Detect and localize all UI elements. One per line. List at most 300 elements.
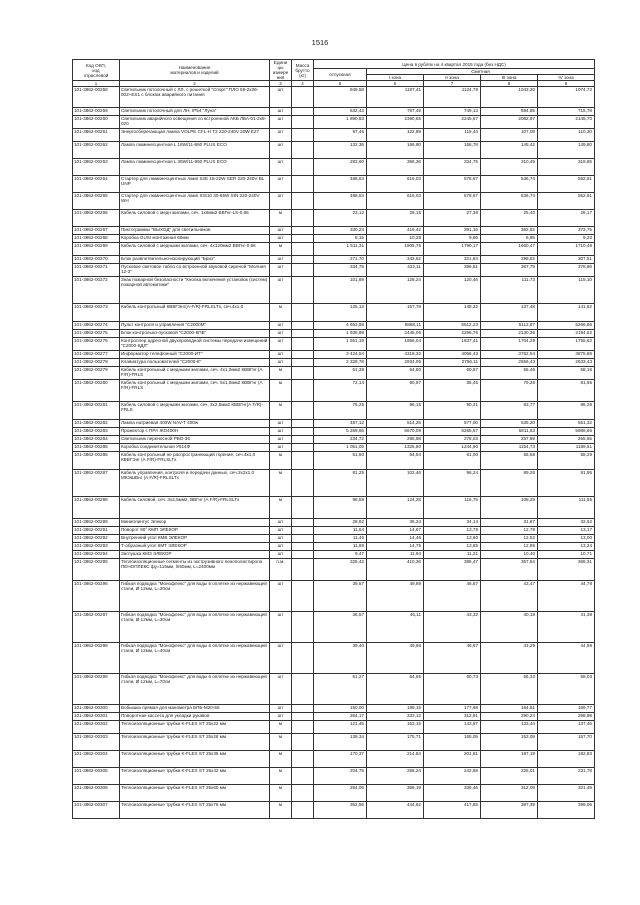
price-zone-4-cell: 231,78 <box>538 768 595 785</box>
price-zone-1-cell: 122,89 <box>367 129 424 142</box>
code-cell: 101-3862-00285 <box>73 444 120 452</box>
price-zone-2-cell: 46,67 <box>424 643 481 674</box>
unit-cell: шт <box>270 543 292 551</box>
price-otpusk-cell: 132,36 <box>314 142 367 159</box>
unit-cell: шт <box>270 256 292 264</box>
unit-cell: шт <box>270 351 292 359</box>
mass-cell <box>292 527 314 535</box>
code-cell: 101-3862-00303 <box>73 734 120 751</box>
price-zone-1-cell: 14,75 <box>367 543 424 551</box>
price-zone-3-cell: 2082,97 <box>481 116 538 129</box>
price-zone-2-cell: 749,13 <box>424 108 481 116</box>
name-cell: Теплоизоляционные трубки K-FLEX ST 25х28 мм <box>120 734 270 751</box>
table-row <box>73 304 595 322</box>
code-cell: 101-3862-00264 <box>73 176 120 193</box>
price-zone-4-cell: 319,85 <box>538 159 595 176</box>
name-cell: Кабель контрольный с медными жилами, сеч. 5х1,0мм2 КВВГнг (А F/R)-FRLS <box>120 380 270 402</box>
price-zone-3-cell: 79,26 <box>481 380 538 402</box>
code-cell: 101-3862-00298 <box>73 643 120 674</box>
price-otpusk-cell: 9,47 <box>314 551 367 559</box>
code-cell: 101-3862-00273 <box>73 304 120 322</box>
price-zone-1-cell: 49,68 <box>367 643 424 674</box>
price-zone-2-cell: 60,87 <box>424 367 481 380</box>
price-zone-2-cell: 2245,67 <box>424 116 481 129</box>
price-zone-2-cell: 46,87 <box>424 581 481 612</box>
price-zone-3-cell: 12,52 <box>481 535 538 543</box>
code-cell: 101-3862-00258 <box>73 87 120 108</box>
mass-cell <box>292 428 314 436</box>
price-zone-3-cell: 133,44 <box>481 721 538 734</box>
code-cell: 101-3862-00300 <box>73 705 120 713</box>
mass-cell <box>292 359 314 367</box>
table-row <box>73 193 595 210</box>
price-zone-2-cell: 396,51 <box>424 264 481 277</box>
price-zone-1-cell: 258,24 <box>367 768 424 785</box>
price-otpusk-cell: 330,23 <box>314 227 367 235</box>
unit-cell: шт <box>270 527 292 535</box>
price-zone-4-cell: 141,62 <box>538 304 595 322</box>
price-zone-4-cell: 58,03 <box>538 674 595 705</box>
code-cell: 101-3862-00294 <box>73 551 120 559</box>
price-otpusk-cell: 150,00 <box>314 705 367 713</box>
col-number: 8 <box>481 81 538 87</box>
price-zone-2-cell: 148,22 <box>424 304 481 322</box>
price-otpusk-cell: 51,50 <box>314 452 367 470</box>
price-otpusk-cell: 1 936,98 <box>314 330 367 338</box>
price-zone-2-cell: 13,60 <box>424 535 481 543</box>
price-zone-2-cell: 34,14 <box>424 519 481 527</box>
unit-cell: шт <box>270 436 292 444</box>
price-zone-1-cell: 10,28 <box>367 235 424 243</box>
price-zone-3-cell: 10,40 <box>481 551 538 559</box>
price-table <box>72 59 595 819</box>
mass-cell <box>292 785 314 802</box>
price-zone-4-cell: 26,17 <box>538 210 595 227</box>
unit-cell: шт <box>270 235 292 243</box>
name-cell: Кабель силовой с медными жилами, сеч. 3х2,5мм2 КВВГнг(А F/R)-FRLS <box>120 402 270 420</box>
price-zone-3-cell: 187,19 <box>481 751 538 768</box>
price-zone-4-cell: 321,49 <box>538 785 595 802</box>
unit-cell: шт <box>270 705 292 713</box>
unit-cell: шт <box>270 116 292 129</box>
unit-cell: шт <box>270 643 292 674</box>
unit-cell: м <box>270 243 292 256</box>
price-zone-1-cell: 2390,65 <box>367 116 424 129</box>
price-zone-4-cell: 5266,86 <box>538 322 595 330</box>
price-zone-4-cell: 265,65 <box>538 436 595 444</box>
price-zone-4-cell: 169,77 <box>538 705 595 713</box>
unit-cell: шт <box>270 108 292 116</box>
code-cell: 101-3862-00295 <box>73 559 120 581</box>
code-cell: 101-3862-00291 <box>73 527 120 535</box>
price-zone-2-cell: 11,21 <box>424 551 481 559</box>
table-row <box>73 734 595 751</box>
unit-cell: шт <box>270 674 292 705</box>
table-row <box>73 420 595 428</box>
code-cell: 101-3862-00270 <box>73 256 120 264</box>
table-row <box>73 543 595 551</box>
name-cell: Кабель контрольный с медными жилами, сеч. 4х1,0мм2 КВВГнг (А F/R)-FRLS <box>120 367 270 380</box>
unit-cell: шт <box>270 322 292 330</box>
price-zone-2-cell: 85,45 <box>424 380 481 402</box>
price-zone-1-cell: 90,97 <box>367 380 424 402</box>
mass-cell <box>292 497 314 519</box>
col-number: 7 <box>424 81 481 87</box>
price-zone-2-cell: 4056,43 <box>424 351 481 359</box>
mass-cell <box>292 519 314 527</box>
mass-cell <box>292 559 314 581</box>
price-otpusk-cell: 488,53 <box>314 193 367 210</box>
unit-cell: м <box>270 304 292 322</box>
mass-cell <box>292 193 314 210</box>
code-cell: 101-3862-00262 <box>73 142 120 159</box>
price-zone-3-cell: 3762,54 <box>481 351 538 359</box>
table-row <box>73 402 595 420</box>
price-zone-2-cell: 120,46 <box>424 277 481 304</box>
mass-cell <box>292 713 314 721</box>
price-zone-1-cell: 153,15 <box>367 721 424 734</box>
price-zone-2-cell: 165,05 <box>424 734 481 751</box>
price-zone-1-cell: 356,36 <box>367 159 424 176</box>
price-zone-1-cell: 64,94 <box>367 452 424 470</box>
mass-cell <box>292 116 314 129</box>
price-zone-3-cell: 43,29 <box>481 643 538 674</box>
price-otpusk-cell: 11,46 <box>314 535 367 543</box>
price-zone-4-cell: 2633,43 <box>538 359 595 367</box>
price-zone-4-cell: 44,78 <box>538 581 595 612</box>
unit-cell: м <box>270 802 292 819</box>
table-row <box>73 235 595 243</box>
price-zone-1-cell: 157,78 <box>367 304 424 322</box>
price-zone-3-cell: 12,85 <box>481 543 538 551</box>
col-number: 1 <box>73 81 120 87</box>
table-row <box>73 367 595 380</box>
name-cell: Кабель управления, контроля и передачи данных, сеч.2х2х1,0 МКЭШВнг (А F/R)-FRLSLTx <box>120 470 270 497</box>
name-cell: Гибкая подводка "Монофлекс" для воды в оплетке из нержавеющей стали, Ø 12мм, L=70см <box>120 674 270 705</box>
price-otpusk-cell: 949,58 <box>314 87 367 108</box>
price-zone-2-cell: 242,58 <box>424 768 481 785</box>
price-zone-3-cell: 25,40 <box>481 210 538 227</box>
price-otpusk-cell: 1 511,31 <box>314 243 367 256</box>
unit-cell: шт <box>270 330 292 338</box>
table-row <box>73 277 595 304</box>
unit-cell: шт <box>270 227 292 235</box>
col-number: 6 <box>367 81 424 87</box>
price-otpusk-cell: 632,43 <box>314 108 367 116</box>
name-cell: Знак пожарной безопасности "Кнопка включения установок (систем) пожарной автоматики" <box>120 277 270 304</box>
code-cell: 101-3862-00265 <box>73 193 120 210</box>
header-mass: Масса брутто (кг) <box>292 60 314 81</box>
price-zone-3-cell: 1704,29 <box>481 338 538 351</box>
price-zone-4-cell: 13,17 <box>538 527 595 535</box>
table-row <box>73 227 595 235</box>
unit-cell: шт <box>270 444 292 452</box>
table-row <box>73 436 595 444</box>
unit-cell: м <box>270 785 292 802</box>
mass-cell <box>292 705 314 713</box>
table-row <box>73 751 595 768</box>
code-cell: 101-3862-00304 <box>73 751 120 768</box>
table-row <box>73 559 595 581</box>
code-cell: 101-3862-00296 <box>73 581 120 612</box>
table-row <box>73 338 595 351</box>
price-zone-4-cell: 149,80 <box>538 142 595 159</box>
price-zone-4-cell: 2194,52 <box>538 330 595 338</box>
mass-cell <box>292 444 314 452</box>
price-otpusk-cell: 4 653,58 <box>314 322 367 330</box>
col-number: 3 <box>270 81 292 87</box>
price-zone-3-cell: 535,20 <box>481 420 538 428</box>
table-row <box>73 768 595 785</box>
table-row <box>73 142 595 159</box>
price-zone-3-cell: 89,26 <box>481 470 538 497</box>
mass-cell <box>292 581 314 612</box>
name-cell: Теплоизоляционные трубки K-FLEX ST 25х60 мм <box>120 785 270 802</box>
price-zone-1-cell: 64,80 <box>367 367 424 380</box>
code-cell: 101-3862-00299 <box>73 674 120 705</box>
price-zone-2-cell: 577,00 <box>424 420 481 428</box>
price-otpusk-cell: 36,57 <box>314 612 367 643</box>
price-zone-3-cell: 362,82 <box>481 227 538 235</box>
price-zone-2-cell: 578,67 <box>424 193 481 210</box>
name-cell: Миниплинтус Элекор <box>120 519 270 527</box>
name-cell: Внутренний угол КМВ ЭЛЕКОР <box>120 535 270 543</box>
price-zone-4-cell: 552,91 <box>538 193 595 210</box>
price-zone-4-cell: 715,78 <box>538 108 595 116</box>
price-zone-3-cell: 83,77 <box>481 402 538 420</box>
name-cell: Лампа натриевая 400W NAV-T 400w <box>120 420 270 428</box>
price-zone-4-cell: 5986,66 <box>538 428 595 436</box>
mass-cell <box>292 108 314 116</box>
price-zone-1-cell: 2445,05 <box>367 330 424 338</box>
header-zone-4: IV зона <box>538 75 595 81</box>
name-cell: Гибкая подводка "Монофлекс" для воды в оплетке из нержавеющей стали, Ø 12мм, L=30см <box>120 612 270 643</box>
price-zone-1-cell: 1905,75 <box>367 243 424 256</box>
price-zone-4-cell: 10,71 <box>538 551 595 559</box>
name-cell: Коробка соединительная У614Ф <box>120 444 270 452</box>
price-zone-2-cell: 2756,11 <box>424 359 481 367</box>
table-row <box>73 380 595 402</box>
table-row <box>73 330 595 338</box>
unit-cell: шт <box>270 338 292 351</box>
name-cell: Кабель силовой, сеч. 3х2,5мм2, ВВГнг (А F/R)-FRLSLTx <box>120 497 270 519</box>
price-zone-1-cell: 1325,80 <box>367 444 424 452</box>
name-cell: Кабель силовой с медными жилами, сеч. 4х120мм2 ВВГнг-0,66 <box>120 243 270 256</box>
code-cell: 101-3862-00280 <box>73 380 120 402</box>
unit-cell: м <box>270 470 292 497</box>
price-zone-3-cell: 40,18 <box>481 612 538 643</box>
price-otpusk-cell: 170,37 <box>314 751 367 768</box>
mass-cell <box>292 436 314 444</box>
price-otpusk-cell: 334,75 <box>314 264 367 277</box>
price-zone-1-cell: 333,12 <box>367 713 424 721</box>
name-cell: Пульт контроля и управления "С2000М" <box>120 322 270 330</box>
name-cell: Пусковое световое табло со встроенной звуковой сиреной "Молния 12-3" <box>120 264 270 277</box>
unit-cell: шт <box>270 359 292 367</box>
code-cell: 101-3862-00282 <box>73 420 120 428</box>
price-zone-3-cell: 8,95 <box>481 235 538 243</box>
price-zone-2-cell: 391,16 <box>424 227 481 235</box>
mass-cell <box>292 452 314 470</box>
price-zone-4-cell: 9,23 <box>538 235 595 243</box>
price-zone-1-cell: 6670,09 <box>367 428 424 436</box>
header-zone-1: I зона <box>367 75 424 81</box>
price-otpusk-cell: 39,40 <box>314 643 367 674</box>
mass-cell <box>292 470 314 497</box>
name-cell: Светильник потолочный с ЛЛ, с решеткой "Спорт" ПЛО 59-2х36-002+ES1 с блоком аварийного питания <box>120 87 270 108</box>
price-zone-2-cell: 1124,79 <box>424 87 481 108</box>
table-row <box>73 159 595 176</box>
unit-cell: м <box>270 367 292 380</box>
price-otpusk-cell: 488,53 <box>314 176 367 193</box>
price-zone-1-cell: 797,49 <box>367 108 424 116</box>
code-cell: 101-3862-00289 <box>73 519 120 527</box>
price-zone-1-cell: 2934,05 <box>367 359 424 367</box>
price-zone-4-cell: 58,16 <box>538 367 595 380</box>
code-cell: 101-3862-00269 <box>73 243 120 256</box>
price-zone-2-cell: 60,73 <box>424 674 481 705</box>
unit-cell: м <box>270 734 292 751</box>
price-zone-1-cell: 102,46 <box>367 470 424 497</box>
price-zone-3-cell: 145,42 <box>481 142 538 159</box>
price-otpusk-cell: 39,57 <box>314 581 367 612</box>
col-number: 2 <box>120 81 270 87</box>
name-cell: Т-образный угол КМТ ЭЛЕКОР <box>120 543 270 551</box>
mass-cell <box>292 551 314 559</box>
price-zone-1-cell: 14,67 <box>367 527 424 535</box>
price-otpusk-cell: 139,34 <box>314 734 367 751</box>
mass-cell <box>292 351 314 359</box>
header-smetnaya: Сметная <box>367 69 595 75</box>
mass-cell <box>292 210 314 227</box>
price-otpusk-cell: 81,25 <box>314 470 367 497</box>
unit-cell: шт <box>270 87 292 108</box>
unit-cell: шт <box>270 535 292 543</box>
mass-cell <box>292 330 314 338</box>
name-cell: Блок развлетвительно-изолирующий "Бриз" <box>120 256 270 264</box>
unit-cell: м <box>270 210 292 227</box>
unit-cell: м <box>270 751 292 768</box>
unit-cell: шт <box>270 519 292 527</box>
price-zone-2-cell: 115,44 <box>424 129 481 142</box>
mass-cell <box>292 543 314 551</box>
price-zone-2-cell: 578,67 <box>424 176 481 193</box>
name-cell: Клавиатура пользователей "С2000-К" <box>120 359 270 367</box>
price-otpusk-cell: 5 269,65 <box>314 428 367 436</box>
mass-cell <box>292 264 314 277</box>
table-row <box>73 497 595 519</box>
name-cell: Светильник потолочный для ЛН, IP54 "Луна" <box>120 108 270 116</box>
mass-cell <box>292 338 314 351</box>
price-otpusk-cell: 51,39 <box>314 367 367 380</box>
price-otpusk-cell: 487,12 <box>314 420 367 428</box>
name-cell: Поворот 90° КМП ЭЛЕКОР <box>120 527 270 535</box>
table-row <box>73 176 595 193</box>
price-zone-3-cell: 12,78 <box>481 527 538 535</box>
price-zone-1-cell: 36,34 <box>367 519 424 527</box>
unit-cell: шт <box>270 176 292 193</box>
price-zone-1-cell: 358,19 <box>367 785 424 802</box>
code-cell: 101-3862-00307 <box>73 802 120 819</box>
header-zone-3: III зона <box>481 75 538 81</box>
mass-cell <box>292 535 314 543</box>
unit-cell: шт <box>270 159 292 176</box>
table-row <box>73 264 595 277</box>
price-zone-3-cell: 56,33 <box>481 674 538 705</box>
mass-cell <box>292 674 314 705</box>
unit-cell: шт <box>270 420 292 428</box>
price-zone-1-cell: 214,84 <box>367 751 424 768</box>
price-zone-2-cell: 96,24 <box>424 470 481 497</box>
price-zone-3-cell: 357,54 <box>481 559 538 581</box>
price-zone-4-cell: 157,70 <box>538 734 595 751</box>
price-zone-2-cell: 43,32 <box>424 612 481 643</box>
price-otpusk-cell: 23,12 <box>314 210 367 227</box>
table-row <box>73 643 595 674</box>
price-zone-2-cell: 143,87 <box>424 721 481 734</box>
price-zone-4-cell: 41,39 <box>538 612 595 643</box>
price-zone-4-cell: 1755,62 <box>538 338 595 351</box>
price-zone-2-cell: 13,78 <box>424 527 481 535</box>
price-zone-2-cell: 61,00 <box>424 452 481 470</box>
price-otpusk-cell: 98,58 <box>314 497 367 519</box>
price-zone-2-cell: 385,47 <box>424 559 481 581</box>
code-cell: 101-3862-00292 <box>73 535 120 543</box>
price-zone-4-cell: 86,29 <box>538 402 595 420</box>
price-zone-3-cell: 2130,36 <box>481 330 538 338</box>
name-cell: Энергосберегающая лампа VOLPE CFL-H T2 220-240V 20W E27 <box>120 129 270 142</box>
code-cell: 101-3862-00277 <box>73 351 120 359</box>
col-number: 5 <box>314 81 367 87</box>
code-cell: 101-3862-00287 <box>73 470 120 497</box>
unit-cell: шт <box>270 277 292 304</box>
price-zone-3-cell: 225,01 <box>481 768 538 785</box>
name-cell: Контроллер адресной двухпроводной системы передачи извещений "С2000-КДЛ" <box>120 338 270 351</box>
price-zone-3-cell: 536,74 <box>481 193 538 210</box>
table-row <box>73 470 595 497</box>
price-zone-2-cell: 321,84 <box>424 256 481 264</box>
price-zone-4-cell: 115,10 <box>538 277 595 304</box>
unit-cell: шт <box>270 581 292 612</box>
name-cell: Кабель силовой с медн жилами, сеч. 1х6мм2 ВВГнг-LS-0,66 <box>120 210 270 227</box>
price-zone-2-cell: 1837,41 <box>424 338 481 351</box>
price-zone-3-cell: 56,58 <box>481 452 538 470</box>
price-zone-4-cell: 307,51 <box>538 256 595 264</box>
code-cell: 101-3862-00286 <box>73 452 120 470</box>
name-cell: Теплоизоляционные трубки K-FLEX ST 25х22 мм <box>120 721 270 734</box>
price-zone-4-cell: 137,46 <box>538 721 595 734</box>
code-cell: 101-3862-00288 <box>73 497 120 519</box>
price-zone-3-cell: 290,24 <box>481 713 538 721</box>
price-otpusk-cell: 352,56 <box>314 802 367 819</box>
price-otpusk-cell: 11,64 <box>314 527 367 535</box>
name-cell: Кабель контрольный КВВГЭнг(А-F/R)-FRLSLTx, сеч.4х1,0 <box>120 304 270 322</box>
price-otpusk-cell: 282,60 <box>314 159 367 176</box>
price-otpusk-cell: 11,68 <box>314 543 367 551</box>
code-cell: 101-3862-00278 <box>73 359 120 367</box>
header-code: Код ОКП, код отраслевой <box>73 60 120 81</box>
table-row <box>73 802 595 819</box>
price-zone-1-cell: 166,90 <box>367 142 424 159</box>
price-otpusk-cell: 325,42 <box>314 559 367 581</box>
price-zone-3-cell: 56,46 <box>481 367 538 380</box>
price-otpusk-cell: 101,69 <box>314 277 367 304</box>
table-row <box>73 674 595 705</box>
name-cell: Бобышка прямая для манометра БПБ-М20-55 <box>120 705 270 713</box>
code-cell: 101-3862-00297 <box>73 612 120 643</box>
mass-cell <box>292 643 314 674</box>
price-zone-3-cell: 1154,73 <box>481 444 538 452</box>
